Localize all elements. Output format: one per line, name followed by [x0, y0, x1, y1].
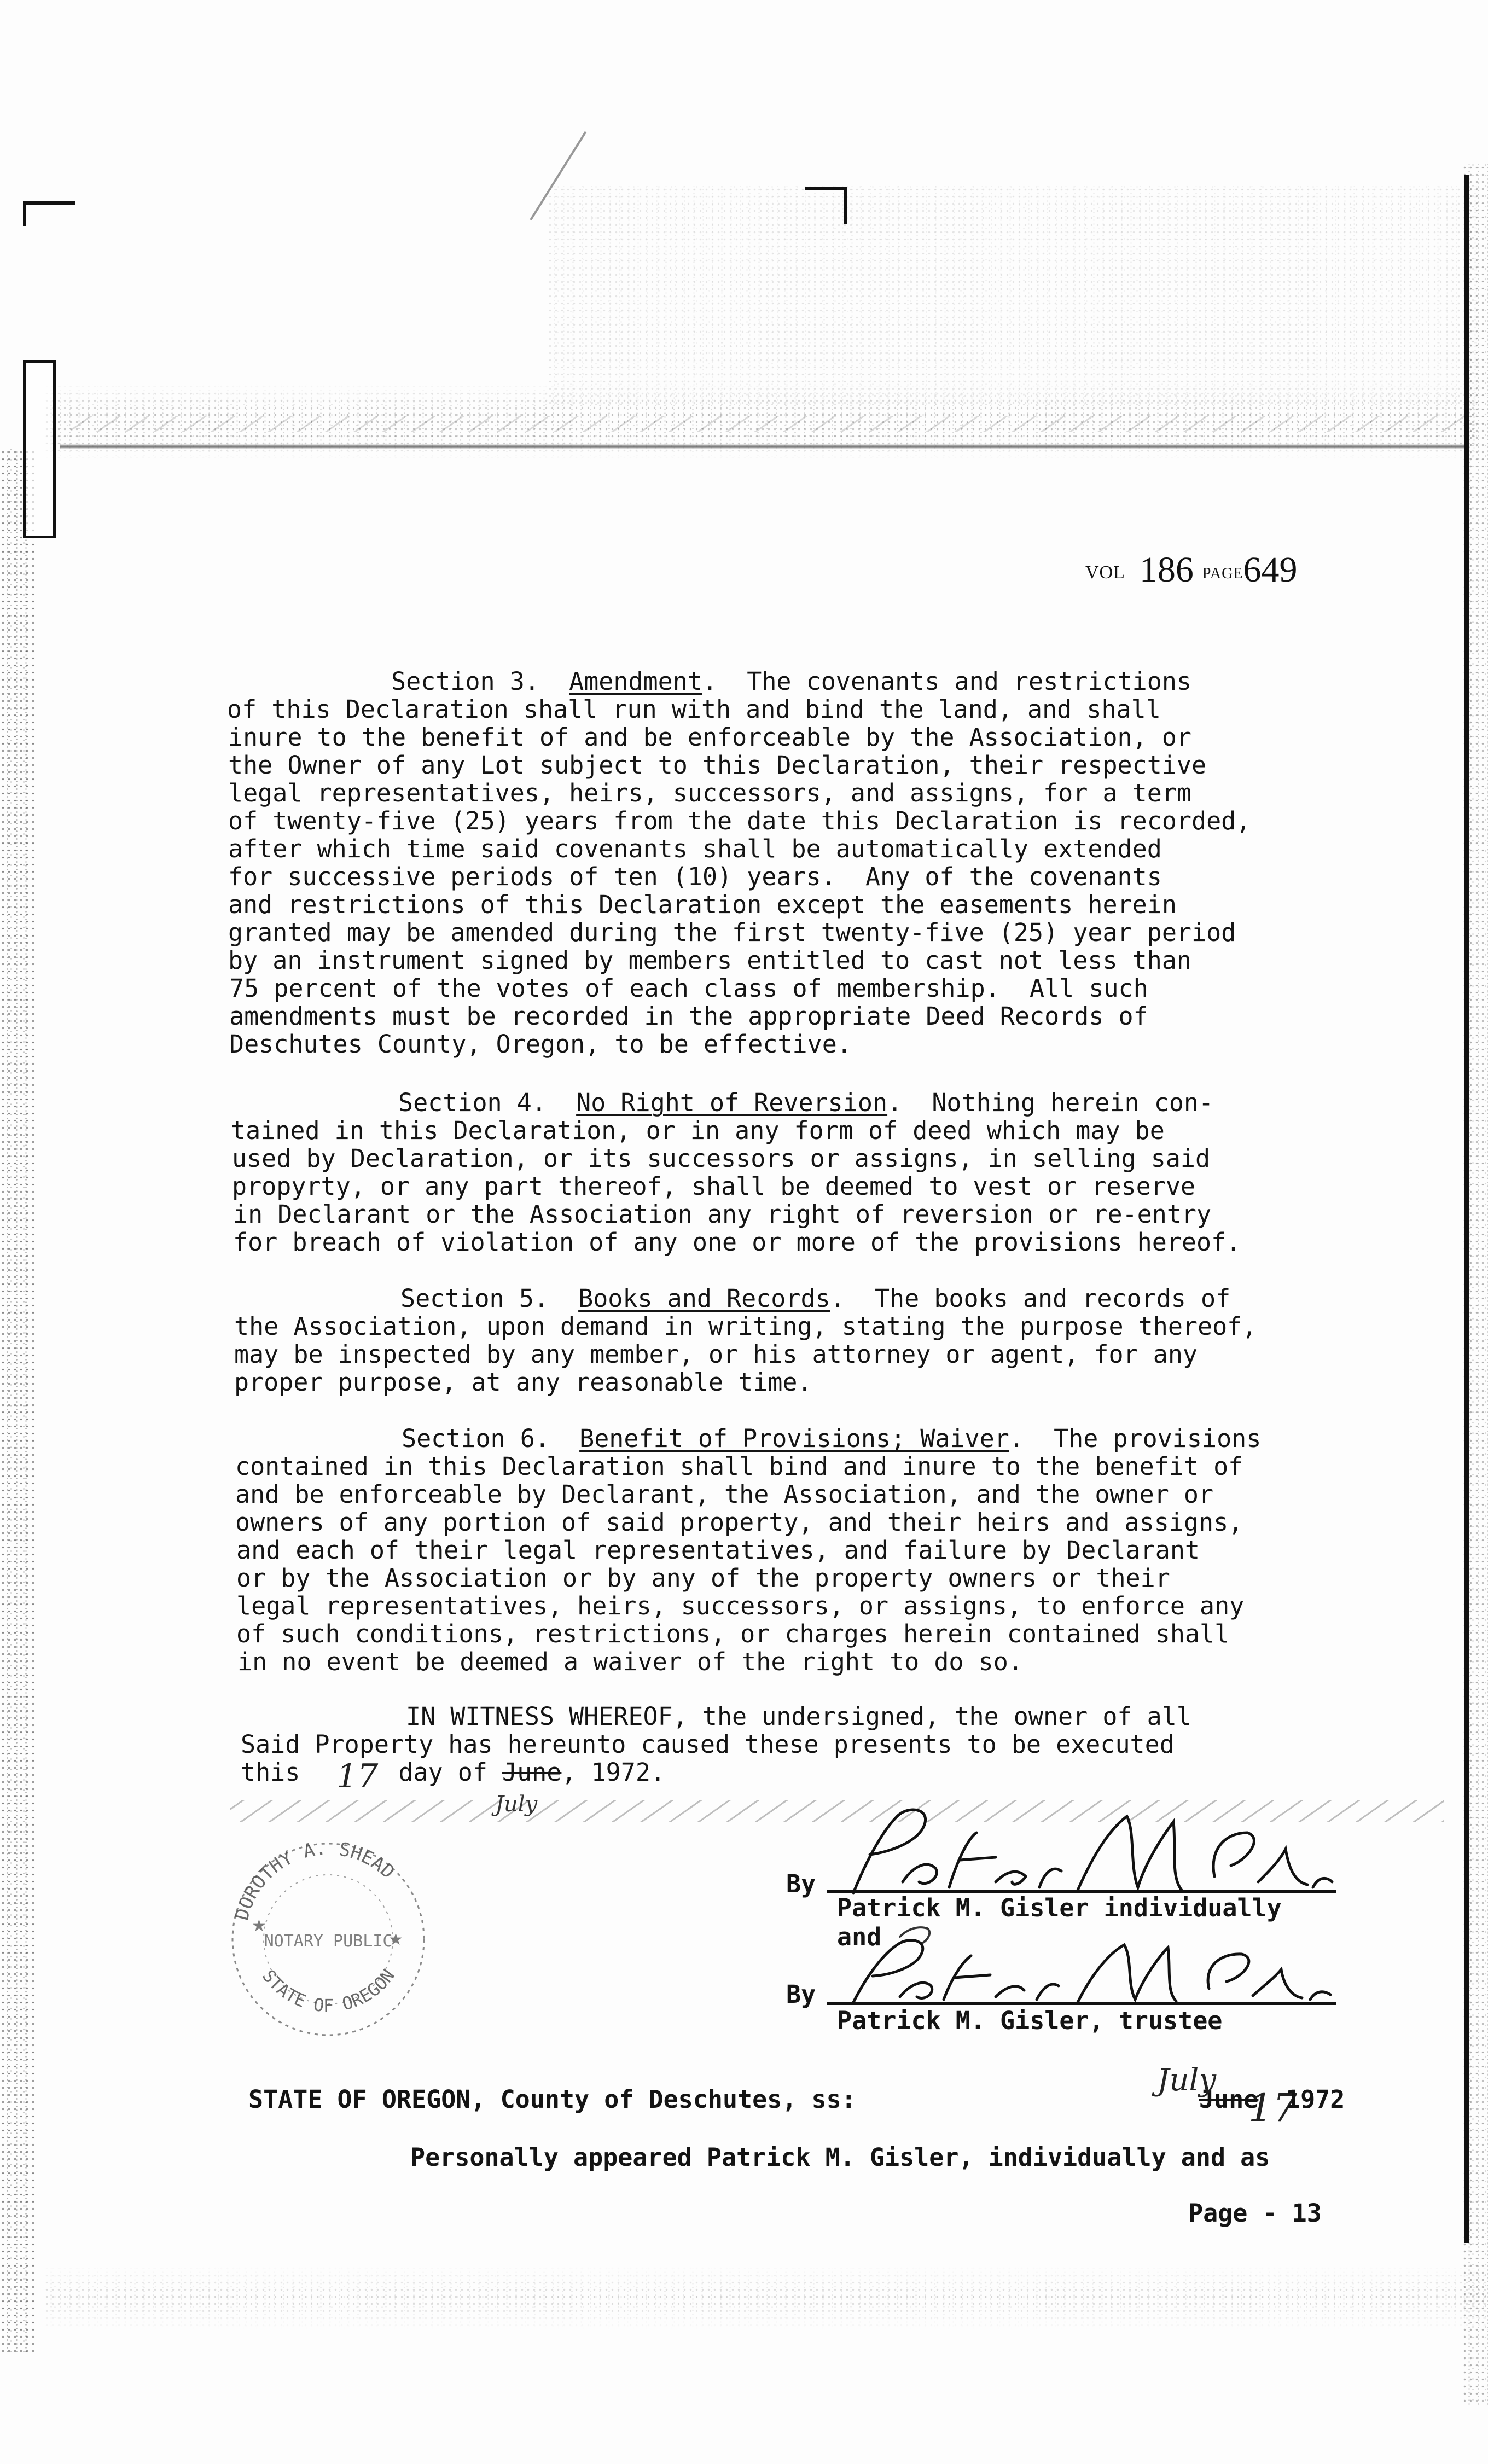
section-3-line: Section 3.: [391, 667, 569, 696]
notary-seal: [208, 1822, 449, 2041]
handwritten-month: July: [495, 1792, 538, 1817]
section-3-line: 75 percent of the votes of each class of membership. All such: [229, 974, 1148, 1003]
section-6-line: and be enforceable by Declarant, the Association, and the owner or: [235, 1480, 1214, 1509]
signer-2-caption: Patrick M. Gisler, trustee: [837, 2006, 1223, 2035]
scan-edge-noise-left: [0, 449, 34, 2352]
section-3-line: legal representatives, heirs, successors, and assigns, for a term: [228, 778, 1191, 807]
crop-mark-top-right: [805, 187, 847, 224]
section-5-line: proper purpose, at any reasonable time.: [234, 1368, 812, 1397]
section-3-line: granted may be amended during the first twenty-five (25) year period: [228, 918, 1236, 947]
scan-edge-bar-right: [1464, 175, 1469, 2243]
section-3-line: . The covenants and restrictions: [702, 667, 1191, 696]
witness-line-1: IN WITNESS WHEREOF, the undersigned, the owner of all: [406, 1702, 1191, 1731]
signature-by-label-2: By: [786, 1980, 816, 2009]
seal-bottom-text: [258, 1966, 399, 2016]
section-5-heading: Books and Records: [578, 1284, 830, 1313]
volume-page-stamp: [1085, 549, 1297, 591]
section-3-line: of this Declaration shall run with and bind the land, and shall: [227, 695, 1161, 724]
section-3-line: the Owner of any Lot subject to this Declaration, their respective: [228, 751, 1207, 780]
section-4-line: [398, 1089, 1213, 1117]
section-6-line: Section 6.: [402, 1424, 580, 1453]
notary-month-struck: June: [1199, 2085, 1259, 2114]
section-5-line: the Association, upon demand in writing, stating the purpose thereof,: [234, 1312, 1257, 1341]
section-6-line: and each of their legal representatives, and failure by Declarant: [236, 1536, 1200, 1565]
and-label: and: [837, 1922, 882, 1951]
section-3-line: inure to the benefit of and be enforceable by the Association, or: [228, 723, 1191, 752]
seal-star-left: ★: [252, 1916, 266, 1936]
section-3-line: of twenty-five (25) years from the date this Declaration is recorded,: [228, 806, 1251, 835]
section-6-line: [402, 1425, 1261, 1453]
section-3-heading: Amendment: [569, 667, 702, 696]
section-4-line: for breach of violation of any one or more of the provisions hereof.: [233, 1228, 1241, 1257]
witness-line-2: Said Property has hereunto caused these presents to be executed: [241, 1730, 1175, 1759]
section-3-line: amendments must be recorded in the appropriate Deed Records of: [229, 1002, 1148, 1031]
seal-middle-text: NOTARY PUBLIC: [264, 1932, 393, 1951]
section-5-line: may be inspected by any member, or his attorney or agent, for any: [234, 1340, 1198, 1369]
section-3-line: by an instrument signed by members entitled to cast not less than: [228, 946, 1191, 975]
section-4-line: propyrty, or any part thereof, shall be deemed to vest or reserve: [232, 1172, 1195, 1201]
section-5-line: . The books and records of: [830, 1284, 1231, 1313]
notary-year: 1972: [1286, 2085, 1345, 2114]
binder-tab-outline: [23, 360, 56, 538]
page-label: PAGE: [1202, 565, 1243, 582]
section-6-line: of such conditions, restrictions, or charges herein contained shall: [236, 1619, 1230, 1648]
section-3-line: for successive periods of ten (10) years. Any of the covenants: [228, 862, 1162, 891]
volume-label: VOL: [1085, 562, 1125, 583]
signature-by-label-1: By: [786, 1869, 816, 1898]
witness-day-of: day of: [398, 1758, 487, 1787]
signer-1-caption: Patrick M. Gisler individually: [837, 1893, 1282, 1922]
section-3-line: [391, 667, 1191, 696]
section-3-line: Deschutes County, Oregon, to be effective.: [229, 1030, 852, 1059]
signature-stroke-2: [853, 1940, 1330, 2002]
seal-top-text-path: DOROTHY A. SHEAD: [231, 1837, 399, 1923]
notary-appeared-line: Personally appeared Patrick M. Gisler, individually and as: [410, 2143, 1270, 2172]
handwritten-day: 17: [336, 1757, 379, 1795]
seal-star-right: ★: [388, 1930, 403, 1949]
page-footer: Page - 13: [1188, 2199, 1322, 2228]
section-6-heading: Benefit of Provisions; Waiver: [579, 1424, 1009, 1453]
witness-line-3: [241, 1758, 665, 1787]
section-6-line: . The provisions: [1009, 1424, 1262, 1453]
section-3-line: and restrictions of this Declaration except the easements herein: [228, 890, 1177, 919]
crop-mark-top-left: [23, 201, 75, 226]
section-4-line: in Declarant or the Association any right of reversion or re-entry: [233, 1200, 1212, 1229]
notary-state-line: STATE OF OREGON, County of Deschutes, ss:: [248, 2085, 856, 2114]
witness-this: this: [241, 1758, 300, 1787]
signature-patrick-gisler-2: [832, 1931, 1335, 2013]
notary-handwritten-month: July: [1157, 2062, 1217, 2098]
seal-bottom-text-path: STATE OF OREGON: [258, 1965, 399, 2016]
section-4-line: tained in this Declaration, or in any form of deed which may be: [231, 1116, 1165, 1145]
section-6-line: or by the Association or by any of the property owners or their: [236, 1564, 1170, 1593]
section-4-line: Section 4.: [398, 1088, 577, 1117]
page-number: 649: [1243, 550, 1298, 590]
scan-noise-top-area: [547, 186, 1477, 405]
volume-number: 186: [1139, 550, 1194, 590]
signature-line-1: [827, 1890, 1336, 1893]
section-5-line: Section 5.: [400, 1284, 579, 1313]
seal-top-text: [231, 1838, 399, 1922]
notary-handwritten-day: 17: [1248, 2085, 1298, 2130]
section-6-line: owners of any portion of said property, and their heirs and assigns,: [235, 1508, 1243, 1537]
section-6-line: contained in this Declaration shall bind and inure to the benefit of: [235, 1452, 1243, 1481]
witness-year: , 1972.: [561, 1758, 666, 1787]
page-fold-line: [60, 444, 1466, 449]
section-3-line: after which time said covenants shall be automatically extended: [228, 834, 1162, 863]
section-6-line: in no event be deemed a waiver of the right to do so.: [237, 1647, 1023, 1676]
section-5-line: [400, 1285, 1230, 1313]
section-4-line: used by Declaration, or its successors or assigns, in selling said: [232, 1144, 1211, 1173]
signature-line-2: [827, 2002, 1336, 2005]
scan-noise-bottom-band: [44, 2265, 1488, 2331]
witness-month-struck: June: [502, 1758, 562, 1787]
section-4-line: . Nothing herein con-: [887, 1088, 1214, 1117]
scan-hatch-top: [71, 416, 1472, 432]
signature-patrick-gisler-1: [832, 1800, 1335, 1904]
signature-stroke-1: [853, 1810, 1332, 1893]
section-6-line: legal representatives, heirs, successors, or assigns, to enforce any: [236, 1591, 1245, 1620]
section-4-heading: No Right of Reversion: [576, 1088, 888, 1117]
